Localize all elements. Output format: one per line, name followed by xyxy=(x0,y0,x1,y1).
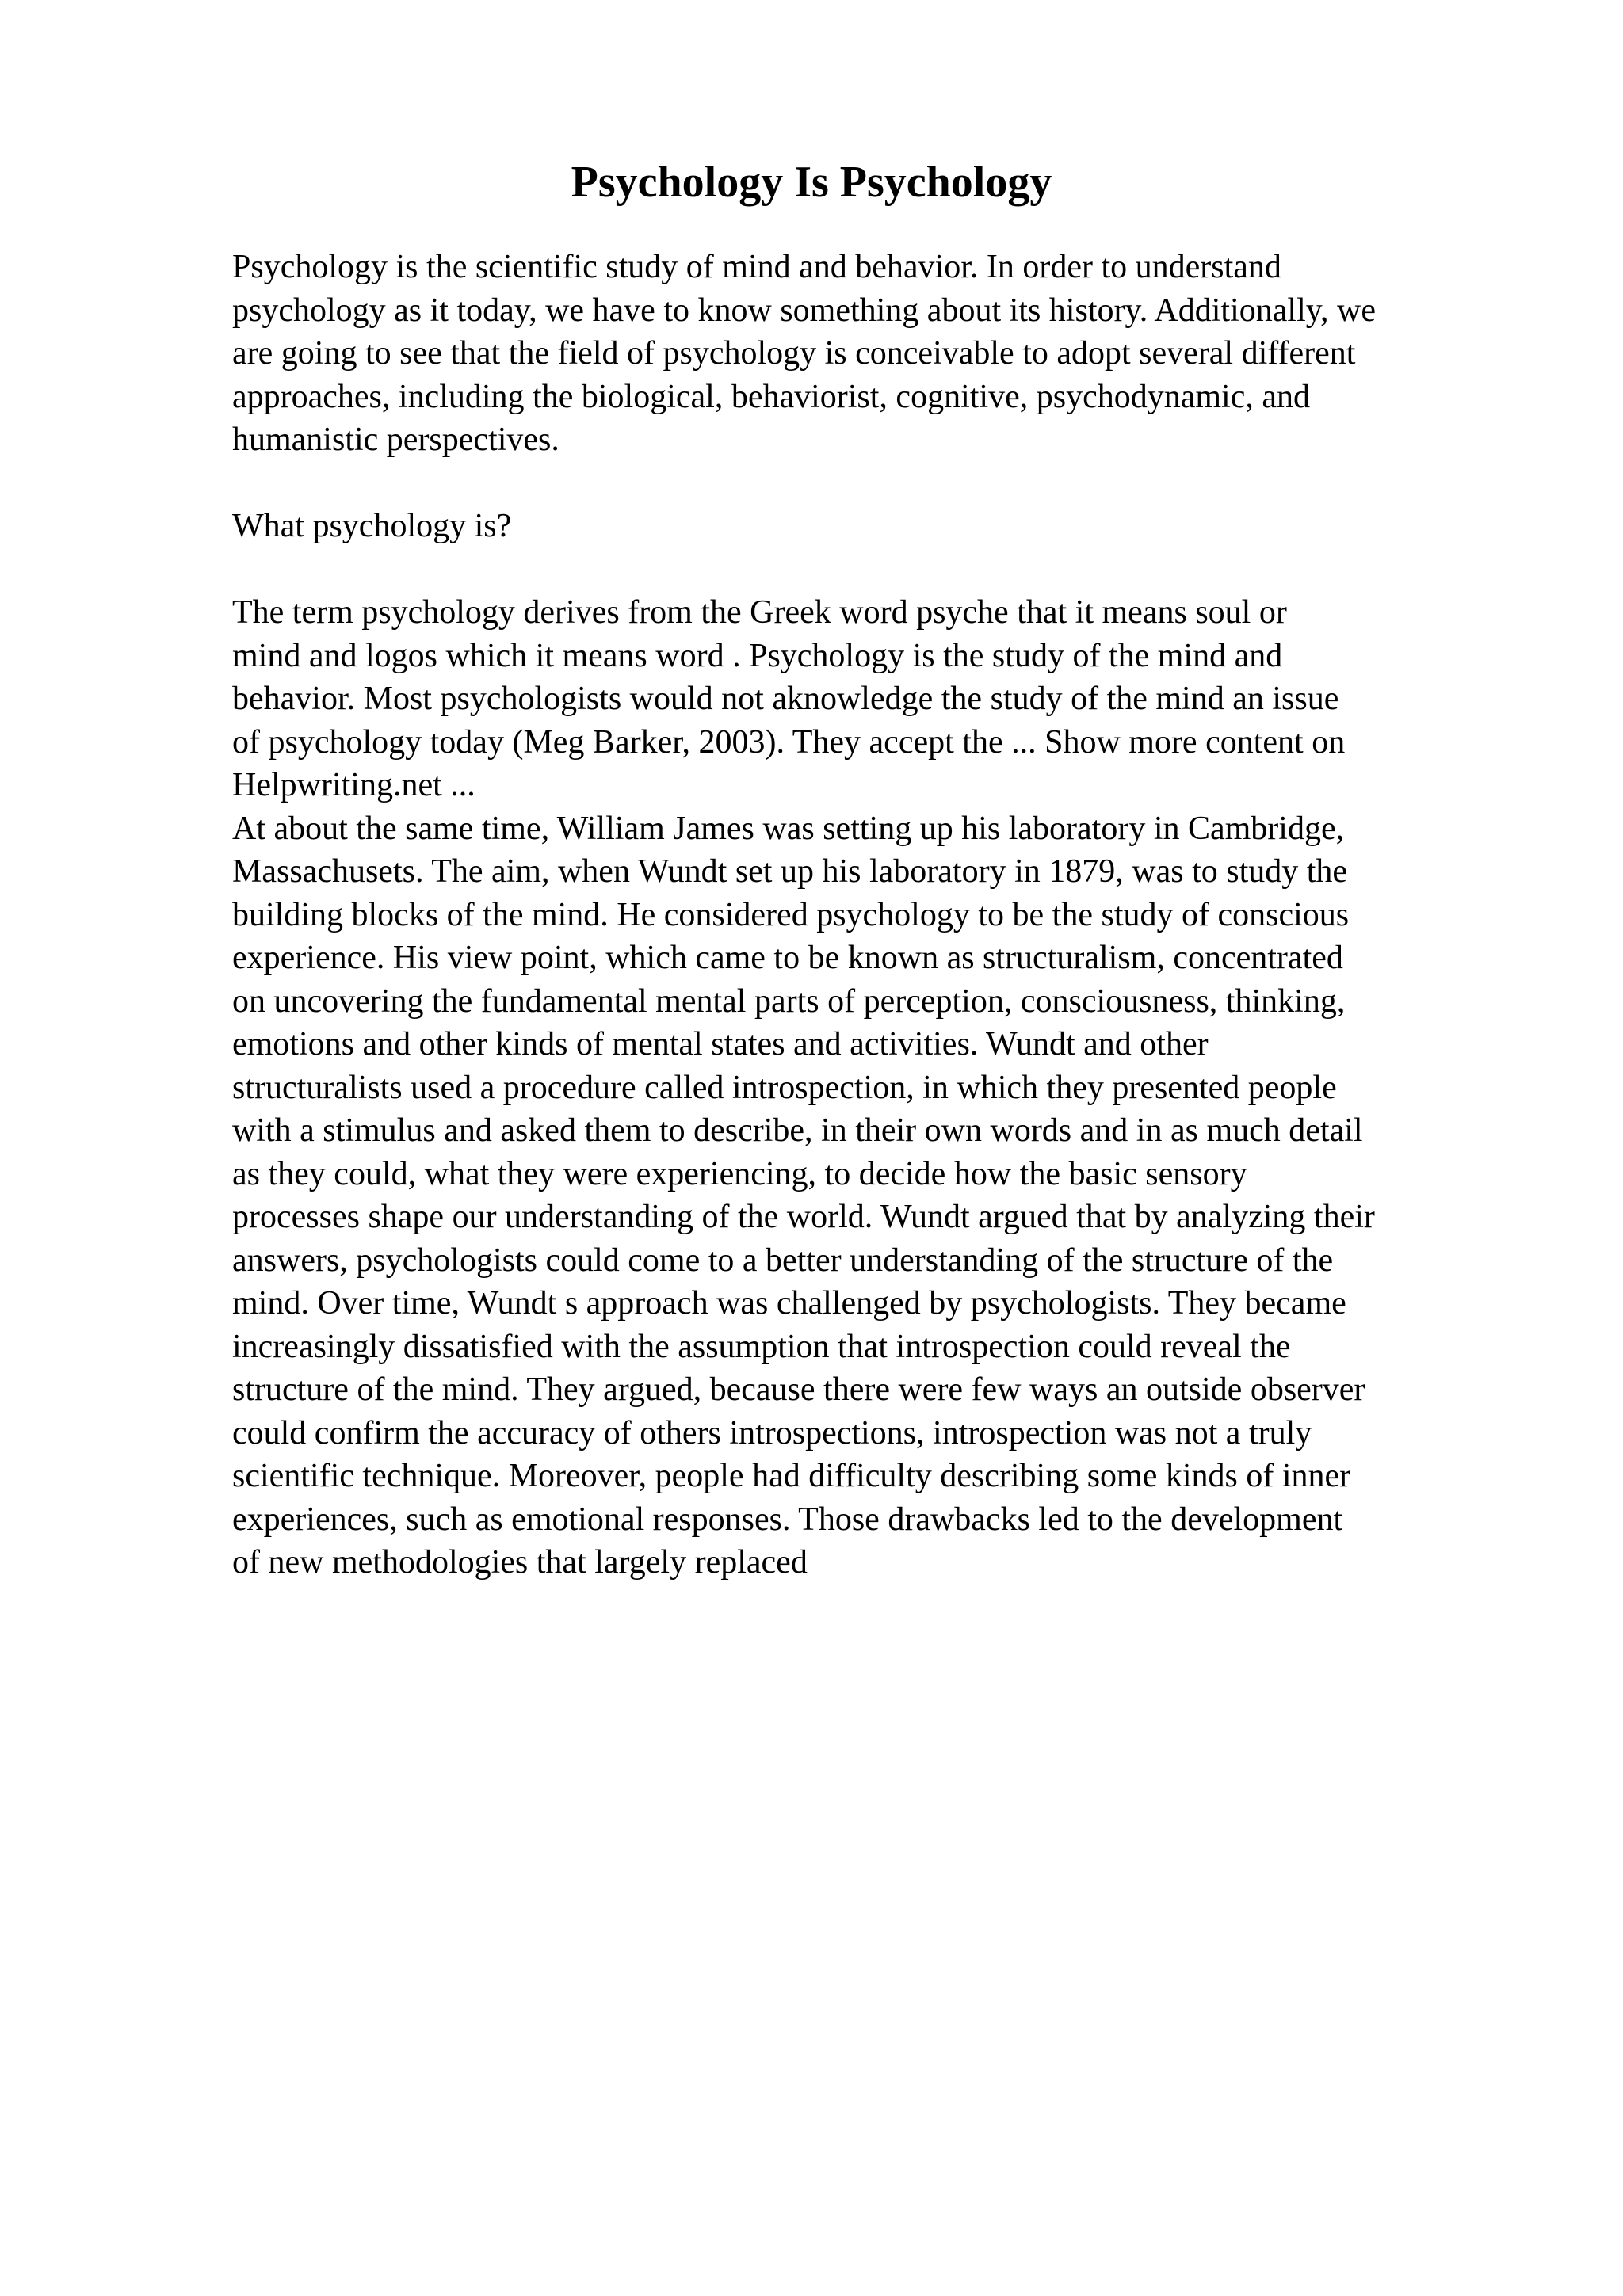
text-line: behavior. Most psychologists would not aknowledge the study of the mind an issue xyxy=(232,681,1339,717)
text-line: could confirm the accuracy of others introspections, introspection was not a truly xyxy=(232,1414,1312,1451)
text-line: approaches, including the biological, behaviorist, cognitive, psychodynamic, and xyxy=(232,378,1310,415)
text-line: At about the same time, William James was setting up his laboratory in Cambridge, xyxy=(232,810,1345,847)
text-line: as they could, what they were experiencing, to decide how the basic sensory xyxy=(232,1155,1247,1192)
text-line: experience. His view point, which came to be known as structuralism, concentrated xyxy=(232,940,1343,976)
section-heading xyxy=(232,505,1571,548)
paragraph xyxy=(232,246,1571,462)
document-body xyxy=(232,246,1571,1585)
text-line: humanistic perspectives. xyxy=(232,421,559,458)
text-line: psychology as it today, we have to know something about its history. Additionally, we xyxy=(232,292,1376,329)
text-line: of psychology today (Meg Barker, 2003). They accept the ... Show more content on xyxy=(232,723,1346,761)
text-line: Psychology is the scientific study of mind and behavior. In order to understand xyxy=(232,249,1281,285)
text-line: on uncovering the fundamental mental parts of perception, consciousness, thinking, xyxy=(232,982,1346,1020)
text-line: Helpwriting.net ... xyxy=(232,767,475,803)
text-line: increasingly dissatisfied with the assumption that introspection could reveal the xyxy=(232,1328,1291,1365)
text-line: mind. Over time, Wundt s approach was challenged by psychologists. They became xyxy=(232,1285,1346,1322)
paragraph-gap xyxy=(232,548,1571,592)
paragraph-gap xyxy=(232,462,1571,505)
text-line: are going to see that the field of psychology is conceivable to adopt several different xyxy=(232,335,1356,372)
text-line: emotions and other kinds of mental states and activities. Wundt and other xyxy=(232,1026,1209,1062)
text-line: scientific technique. Moreover, people had difficulty describing some kinds of inner xyxy=(232,1458,1351,1494)
text-line: The term psychology derives from the Greek word psyche that it means soul or xyxy=(232,594,1287,631)
text-line: Massachusets. The aim, when Wundt set up his laboratory in 1879, was to study the xyxy=(232,853,1348,890)
document-title: Psychology Is Psychology xyxy=(571,158,1052,207)
text-line: processes shape our understanding of the world. Wundt argued that by analyzing their xyxy=(232,1199,1375,1235)
text-line: What psychology is? xyxy=(232,508,512,544)
text-line: answers, psychologists could come to a better understanding of the structure of the xyxy=(232,1241,1334,1279)
text-line: structure of the mind. They argued, because there were few ways an outside observer xyxy=(232,1371,1365,1408)
text-line: building blocks of the mind. He considered psychology to be the study of conscious xyxy=(232,896,1350,933)
text-line: experiences, such as emotional responses. Those drawbacks led to the development xyxy=(232,1501,1343,1538)
text-line: of new methodologies that largely replaced xyxy=(232,1544,808,1581)
text-line: mind and logos which it means word . Psychology is the study of the mind and xyxy=(232,637,1283,674)
text-line: structuralists used a procedure called introspection, in which they presented people xyxy=(232,1069,1337,1106)
paragraph xyxy=(232,591,1571,1585)
text-line: with a stimulus and asked them to describe, in their own words and in as much detail xyxy=(232,1112,1363,1149)
